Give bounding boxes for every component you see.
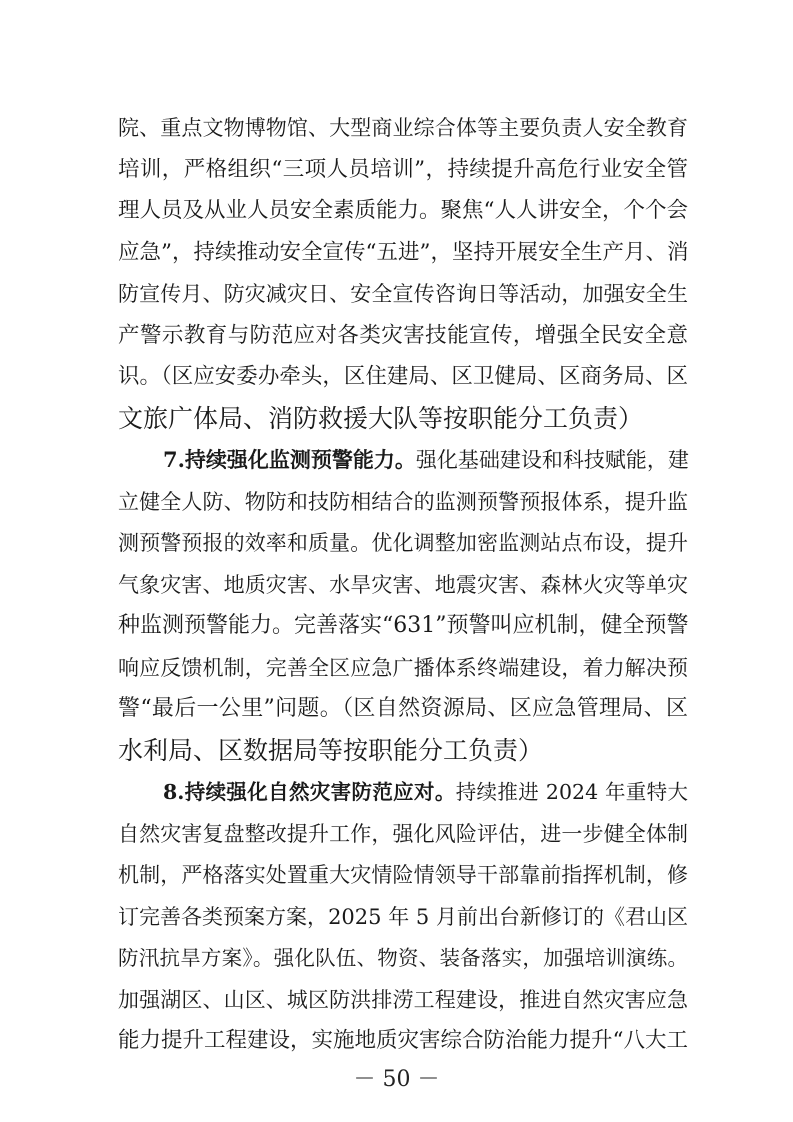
text-line: 测预警预报的效率和质量。优化调整加密监测站点布设，提升 <box>118 531 688 555</box>
text-line: 文旅广体局、消防救援大队等按职能分工负责） <box>118 403 644 433</box>
text-line: 自然灾害复盘整改提升工作，强化风险评估，进一步健全体制 <box>118 821 688 846</box>
text-line: 识。（区应安委办牵头，区住建局、区卫健局、区商务局、区 <box>118 364 688 389</box>
text-line: 警“最后一公里”问题。（区自然资源局、区应急管理局、区 <box>118 696 688 721</box>
section-7-heading: 7.持续强化监测预警能力。 <box>163 447 416 472</box>
text-line: 理人员及从业人员安全素质能力。聚焦“人人讲安全，个个会 <box>118 198 688 223</box>
text-line: 院、重点文物博物馆、大型商业综合体等主要负责人安全教育 <box>118 116 688 140</box>
text-line: 水利局、区数据局等按职能分工负责） <box>118 735 544 765</box>
text-line: 加强湖区、山区、城区防洪排涝工程建设，推进自然灾害应急 <box>118 987 688 1012</box>
text-line: 产警示教育与防范应对各类灾害技能宣传，增强全民安全意 <box>118 322 688 348</box>
text-line: 应急”，持续推动安全宣传“五进”，坚持开展安全生产月、消 <box>118 239 689 265</box>
section-7-first-line-text: 强化基础建设和科技赋能，建 <box>415 448 689 472</box>
text-line: 订完善各类预案方案，2025 年 5 月前出台新修订的《君山区 <box>118 904 688 929</box>
page-number: － 50 － <box>353 1067 440 1092</box>
text-line: 种监测预警能力。完善落实“631”预警叫应机制，健全预警 <box>118 613 689 638</box>
section-8-first-line <box>163 776 688 808</box>
text-line: 响应反馈机制，完善全区应急广播体系终端建设，着力解决预 <box>118 655 688 680</box>
text-line: 培训，严格组织“三项人员培训”，持续提升高危行业安全管 <box>118 156 688 182</box>
text-line: 立健全人防、物防和技防相结合的监测预警预报体系，提升监 <box>118 489 688 514</box>
text-line: 机制，严格落实处置重大灾情险情领导干部靠前指挥机制，修 <box>118 863 688 887</box>
text-line: 防汛抗旱方案》。强化队伍、物资、装备落实，加强培训演练。 <box>118 946 688 970</box>
section-8-heading: 8.持续强化自然灾害防范应对。 <box>163 780 456 804</box>
text-line: 防宣传月、防灾减灾日、安全宣传咨询日等活动，加强安全生 <box>118 282 688 306</box>
section-8-first-line-text: 持续推进 2024 年重特大 <box>455 780 688 804</box>
text-line: 能力提升工程建设，实施地质灾害综合防治能力提升“八大工 <box>118 1028 688 1053</box>
section-7-first-line <box>163 444 688 476</box>
text-line: 气象灾害、地质灾害、水旱灾害、地震灾害、森林火灾等单灾 <box>118 572 688 597</box>
